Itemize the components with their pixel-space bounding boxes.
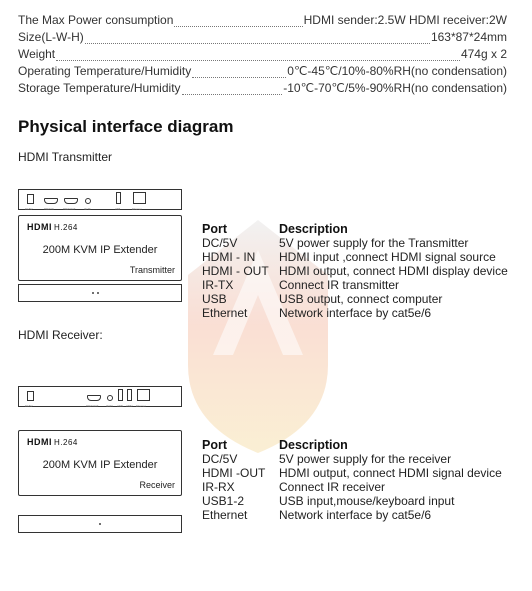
receiver-port-panel — [18, 386, 182, 407]
spec-value: HDMI sender:2.5W HDMI receiver:2W — [303, 13, 507, 27]
port-caption: DC/5V — [25, 405, 33, 408]
port-caption: Ethernet — [132, 208, 142, 211]
hdmi-logo: HDMI H.264 — [27, 437, 78, 447]
spec-row-storage-temp — [18, 80, 507, 95]
indicator-led-icon — [99, 523, 101, 525]
product-name: 200M KVM IP Extender — [42, 459, 158, 471]
spec-value: 0℃-45℃/10%-80%RH(no condensation) — [287, 64, 507, 78]
spec-value: -10℃-70℃/5%-90%RH(no condensation) — [283, 81, 507, 95]
port-caption: HDMI OUT — [86, 405, 99, 408]
spec-label: Operating Temperature/Humidity — [18, 64, 192, 78]
ir-tx-port — [85, 198, 91, 204]
table-row: USB USB output, connect computer — [202, 292, 443, 306]
receiver-port-table — [202, 438, 502, 522]
dot-leader — [192, 66, 286, 78]
receiver-front-panel — [18, 515, 182, 533]
table-row: DC/5V 5V power supply for the receiver — [202, 452, 452, 466]
table-row: Ethernet Network interface by cat5e/6 — [202, 306, 432, 320]
table-row: HDMI - IN HDMI input ,connect HDMI signal source — [202, 250, 496, 264]
device-role: Receiver — [139, 480, 175, 490]
table-row: HDMI -OUT HDMI output, connect HDMI signal device — [202, 466, 502, 480]
port-caption: IR-TX — [84, 208, 91, 211]
spec-value: 474g x 2 — [460, 47, 507, 61]
dot-leader — [85, 32, 430, 44]
port-caption: USB2 — [126, 405, 133, 408]
port-caption: HDMI OUT — [63, 208, 76, 211]
dc-power-port — [27, 391, 34, 401]
spec-label: The Max Power consumption — [18, 13, 174, 27]
port-caption: IR-RX — [106, 405, 113, 408]
ethernet-port — [133, 192, 146, 204]
table-row: IR-RX Connect IR receiver — [202, 480, 386, 494]
usb-port — [116, 192, 121, 204]
spec-label: Weight — [18, 47, 56, 61]
port-caption: USB1 — [117, 405, 124, 408]
dot-leader — [174, 15, 302, 27]
table-row: HDMI - OUT HDMI output, connect HDMI display device — [202, 264, 508, 278]
spec-row-power — [18, 12, 507, 27]
hdmi-out-port — [64, 198, 78, 204]
receiver-label: HDMI Receiver: — [18, 328, 103, 342]
ethernet-port — [137, 389, 150, 401]
spec-label: Size(L-W-H) — [18, 30, 84, 44]
spec-row-weight — [18, 46, 507, 61]
usb2-port — [127, 389, 132, 401]
device-role: Transmitter — [129, 265, 175, 275]
table-row: Ethernet Network interface by cat5e/6 — [202, 508, 432, 522]
spec-value: 163*87*24mm — [430, 30, 507, 44]
spec-row-operating-temp — [18, 63, 507, 78]
hdmi-out-port — [87, 395, 101, 401]
hdmi-in-port — [44, 198, 58, 204]
product-name: 200M KVM IP Extender — [42, 244, 158, 256]
indicator-led-icon — [97, 292, 99, 294]
table-row: IR-TX Connect IR transmitter — [202, 278, 400, 292]
hdmi-logo: HDMI H.264 — [27, 222, 78, 232]
usb1-port — [118, 389, 123, 401]
table-header: Port Description — [202, 438, 348, 452]
table-row: USB1-2 USB input,mouse/keyboard input — [202, 494, 455, 508]
dot-leader — [56, 49, 460, 61]
transmitter-port-panel — [18, 189, 182, 210]
table-header: Port Description — [202, 222, 348, 236]
indicator-led-icon — [92, 292, 94, 294]
spec-row-size — [18, 29, 507, 44]
dc-power-port — [27, 194, 34, 204]
dot-leader — [182, 83, 283, 95]
port-caption: USB — [115, 208, 121, 211]
transmitter-port-table — [202, 222, 508, 320]
port-caption: DC/5V — [25, 208, 33, 211]
transmitter-box — [18, 215, 182, 281]
port-caption: HDMI IN — [44, 208, 54, 211]
receiver-box — [18, 430, 182, 496]
section-title: Physical interface diagram — [18, 117, 234, 136]
port-caption: Ethernet — [136, 405, 146, 408]
table-row: DC/5V 5V power supply for the Transmitter — [202, 236, 469, 250]
transmitter-label: HDMI Transmitter — [18, 150, 113, 164]
ir-rx-port — [107, 395, 113, 401]
transmitter-front-panel — [18, 284, 182, 302]
spec-label: Storage Temperature/Humidity — [18, 81, 181, 95]
